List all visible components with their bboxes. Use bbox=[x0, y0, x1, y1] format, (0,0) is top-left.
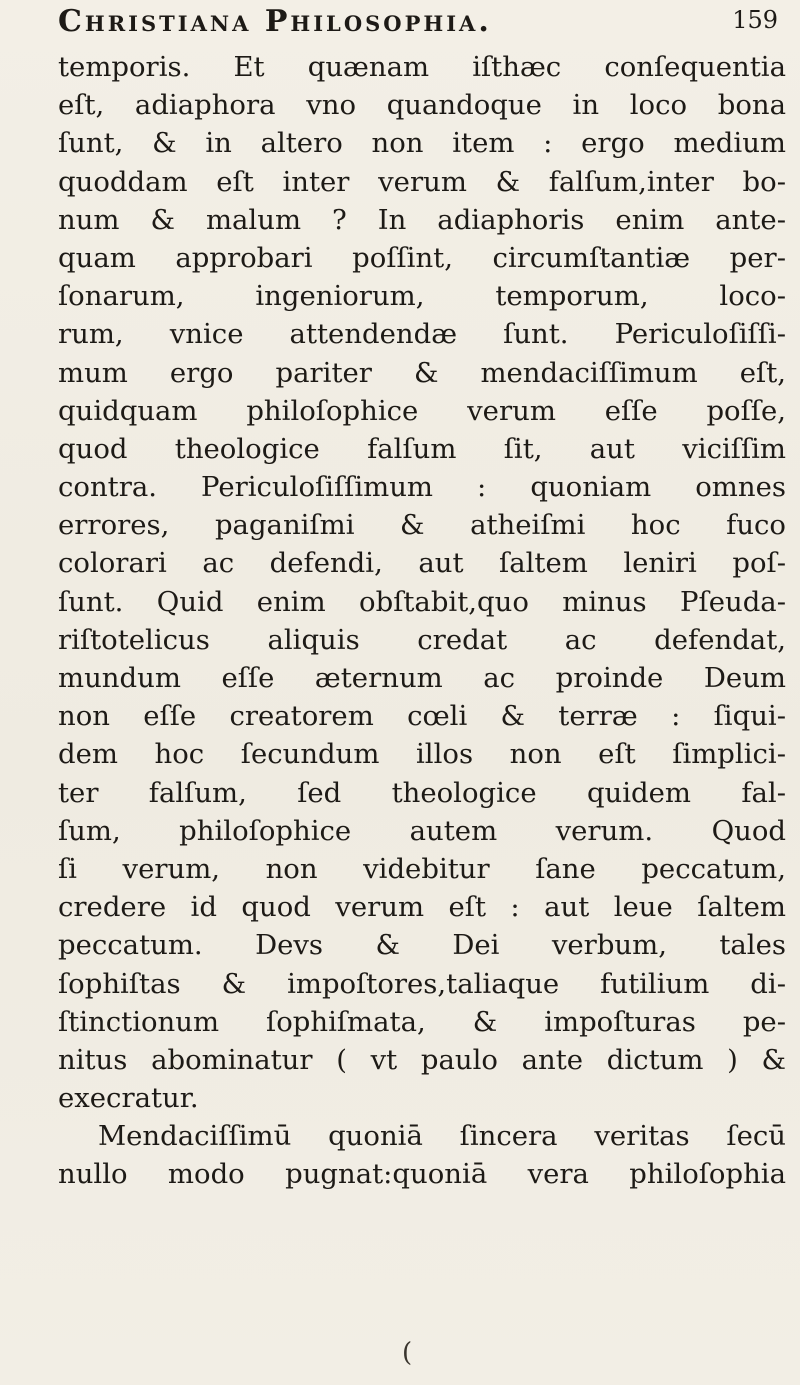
text-line: rum, vnice attendendæ ſunt. Periculoſiſſi- bbox=[58, 318, 786, 351]
text-line: peccatum. Devs & Dei verbum, tales bbox=[58, 929, 786, 962]
running-title: Christiana Philosophia. bbox=[58, 4, 492, 39]
text-line: quod theologice falſum ſit, aut viciſſim bbox=[58, 432, 786, 465]
text-line: dem hoc ſecundum illos non eſt ſimplici- bbox=[58, 738, 786, 771]
text-line: num & malum ? In adiaphoris enim ante- bbox=[58, 203, 786, 236]
text-line: temporis. Et quænam iſthæc conſequentia bbox=[58, 51, 786, 83]
text-line: non eſſe creatorem cœli & terræ : ſiqui- bbox=[58, 700, 786, 733]
text-line: Mendaciſſimū quoniā ſincera veritas ſecū bbox=[98, 1120, 786, 1153]
text-line: nullo modo pugnat:quoniā vera philoſophia bbox=[58, 1158, 786, 1191]
text-line: ter falſum, ſed theologice quidem fal- bbox=[58, 776, 786, 809]
text-line: credere id quod verum eſt : aut leue ſaltem bbox=[58, 891, 786, 924]
body-text bbox=[58, 48, 786, 1194]
text-line: ſunt. Quid enim obſtabit,quo minus Pſeuda- bbox=[58, 585, 786, 618]
text-line: ſum, philoſophice autem verum. Quod bbox=[58, 814, 786, 847]
text-line: ſophiſtas & impoſtores,taliaque futilium di- bbox=[58, 967, 786, 1000]
text-line: execratur. bbox=[58, 1082, 199, 1115]
text-line: errores, paganiſmi & atheiſmi hoc fuco bbox=[58, 509, 786, 542]
text-line: eſt, adiaphora vno quandoque in loco bona bbox=[58, 89, 786, 122]
page-header bbox=[58, 4, 778, 44]
text-line: mum ergo pariter & mendaciſſimum eſt, bbox=[58, 356, 786, 389]
text-line: mundum eſſe æternum ac proinde Deum bbox=[58, 662, 786, 694]
page-number: 159 bbox=[732, 6, 778, 34]
text-line: riſtotelicus aliquis credat ac defendat, bbox=[58, 623, 786, 656]
text-line: ſonarum, ingeniorum, temporum, loco- bbox=[58, 280, 786, 313]
text-line: quoddam eſt inter verum & falſum,inter bo- bbox=[58, 165, 786, 198]
text-line: ſtinctionum ſophiſmata, & impoſturas pe- bbox=[58, 1005, 786, 1038]
foot-mark: ( bbox=[402, 1338, 413, 1368]
text-line: ſi verum, non videbitur ſane peccatum, bbox=[58, 852, 786, 885]
text-line: quidquam philoſophice verum eſſe poſſe, bbox=[58, 394, 786, 427]
text-line: ſunt, & in altero non item : ergo medium bbox=[58, 127, 786, 160]
text-line: contra. Periculoſiſſimum : quoniam omnes bbox=[58, 471, 786, 504]
text-line: nitus abominatur ( vt paulo ante dictum ) & bbox=[58, 1043, 786, 1076]
text-line: quam approbari poſſint, circumſtantiæ per- bbox=[58, 241, 786, 274]
text-line: colorari ac defendi, aut ſaltem leniri poſ- bbox=[58, 547, 786, 580]
